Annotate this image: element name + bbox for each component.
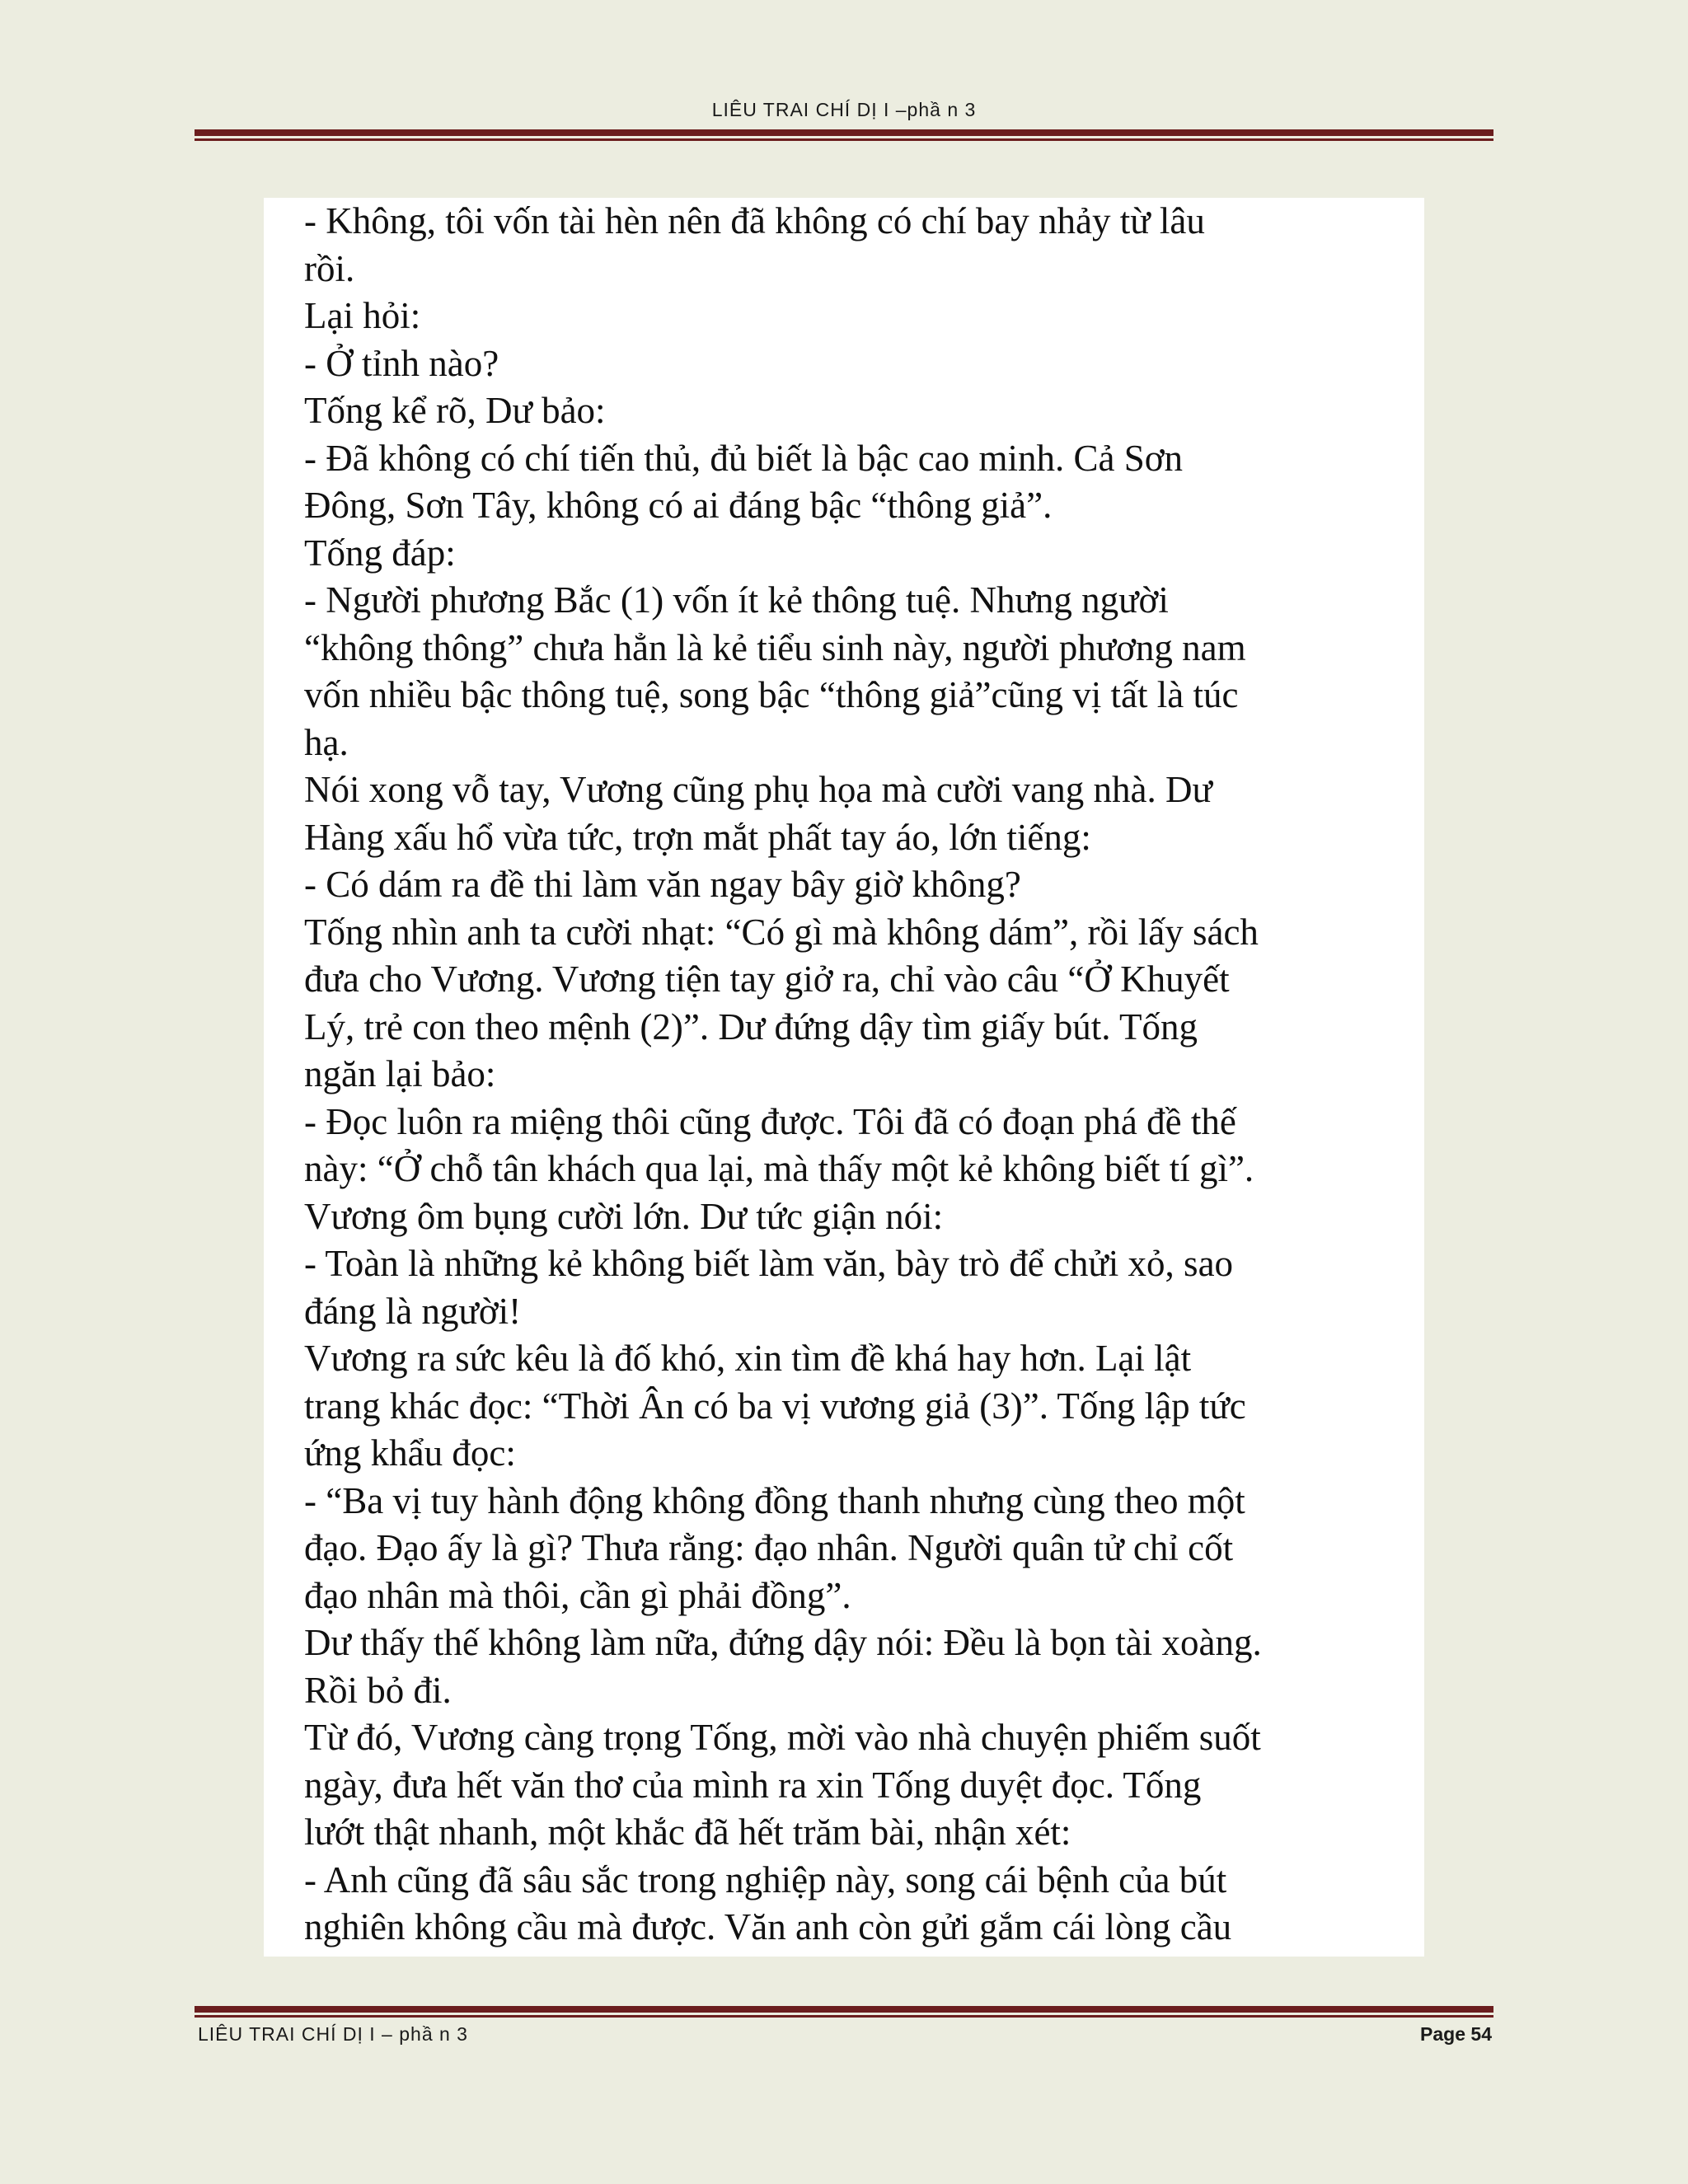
text-line: “không thông” chưa hẳn là kẻ tiểu sinh này, người phương nam [304, 626, 1246, 668]
text-line: lướt thật nhanh, một khắc đã hết trăm bài, nhận xét: [304, 1811, 1071, 1853]
running-header: LIÊU TRAI CHÍ DỊ I –phầ n 3 [711, 99, 977, 120]
text-line: Hàng xấu hổ vừa tức, trợn mắt phất tay áo, lớn tiếng: [304, 816, 1091, 858]
text-line: đưa cho Vương. Vương tiện tay giở ra, chỉ vào câu “Ở Khuyết [304, 958, 1230, 1000]
text-line: Lý, trẻ con theo mệnh (2)”. Dư đứng dậy tìm giấy bút. Tống [304, 1005, 1198, 1047]
body-text [304, 198, 1376, 1952]
text-line: ngăn lại bảo: [304, 1053, 496, 1094]
header-rule-thin [195, 138, 1493, 141]
page-number: Page 54 [1420, 2023, 1492, 2045]
text-line: ngày, đưa hết văn thơ của mình ra xin Tống duyệt đọc. Tống [304, 1764, 1202, 1806]
text-line: này: “Ở chỗ tân khách qua lại, mà thấy một kẻ không biết tí gì”. [304, 1148, 1254, 1189]
text-line: đạo. Đạo ấy là gì? Thưa rằng: đạo nhân. Người quân tử chỉ cốt [304, 1527, 1234, 1568]
text-line: Rồi bỏ đi. [304, 1669, 452, 1711]
text-line: Nói xong vỗ tay, Vương cũng phụ họa mà cười vang nhà. Dư [304, 769, 1212, 810]
text-line: Lại hỏi: [304, 295, 421, 336]
text-line: vốn nhiều bậc thông tuệ, song bậc “thông giả”cũng vị tất là túc [304, 674, 1239, 715]
text-line: Vương ra sức kêu là đố khó, xin tìm đề khá hay hơn. Lại lật [304, 1338, 1192, 1379]
footer-rule-thick [195, 2006, 1493, 2013]
footer-rule-thin [195, 2015, 1493, 2018]
text-line: Vương ôm bụng cười lớn. Dư tức giận nói: [304, 1195, 944, 1237]
text-line: trang khác đọc: “Thời Ân có ba vị vương giả (3)”. Tống lập tức [304, 1385, 1246, 1427]
text-line: Tống kể rõ, Dư bảo: [304, 390, 606, 431]
text-line: ứng khẩu đọc: [304, 1432, 516, 1474]
text-line: đáng là người! [304, 1290, 522, 1332]
text-line: - Ở tỉnh nào? [304, 342, 499, 384]
text-line: - Người phương Bắc (1) vốn ít kẻ thông tuệ. Nhưng người [304, 579, 1169, 621]
text-line: Từ đó, Vương càng trọng Tống, mời vào nhà chuyện phiếm suốt [304, 1717, 1261, 1758]
text-line: Tống đáp: [304, 532, 456, 574]
text-line: Dư thấy thế không làm nữa, đứng dậy nói: Đều là bọn tài xoàng. [304, 1622, 1262, 1663]
text-line: đạo nhân mà thôi, cần gì phải đồng”. [304, 1574, 851, 1616]
text-line: rồi. [304, 247, 355, 289]
text-line: - Có dám ra đề thi làm văn ngay bây giờ không? [304, 864, 1021, 905]
text-line: hạ. [304, 721, 349, 763]
text-line: - Đã không có chí tiến thủ, đủ biết là bậc cao minh. Cả Sơn [304, 437, 1184, 479]
text-line: - “Ba vị tuy hành động không đồng thanh nhưng cùng theo một [304, 1479, 1245, 1521]
header-rule-thick [195, 129, 1493, 136]
header-rule [195, 129, 1493, 141]
text-line: - Không, tôi vốn tài hèn nên đã không có chí bay nhảy từ lâu [304, 200, 1205, 241]
text-line: - Toàn là những kẻ không biết làm văn, bày trò để chửi xỏ, sao [304, 1243, 1234, 1284]
text-line: nghiên không cầu mà được. Văn anh còn gửi gắm cái lòng cầu [304, 1906, 1232, 1947]
text-line: Đông, Sơn Tây, không có ai đáng bậc “thông giả”. [304, 485, 1053, 526]
body-text-panel [264, 198, 1424, 1957]
text-line: - Đọc luôn ra miệng thôi cũng được. Tôi đã có đoạn phá đề thế [304, 1100, 1236, 1142]
footer-rule [195, 2006, 1493, 2018]
running-footer-title: LIÊU TRAI CHÍ DỊ I – phầ n 3 [198, 2023, 468, 2045]
text-line: Tống nhìn anh ta cười nhạt: “Có gì mà không dám”, rồi lấy sách [304, 911, 1259, 953]
text-line: - Anh cũng đã sâu sắc trong nghiệp này, song cái bệnh của bút [304, 1858, 1227, 1900]
